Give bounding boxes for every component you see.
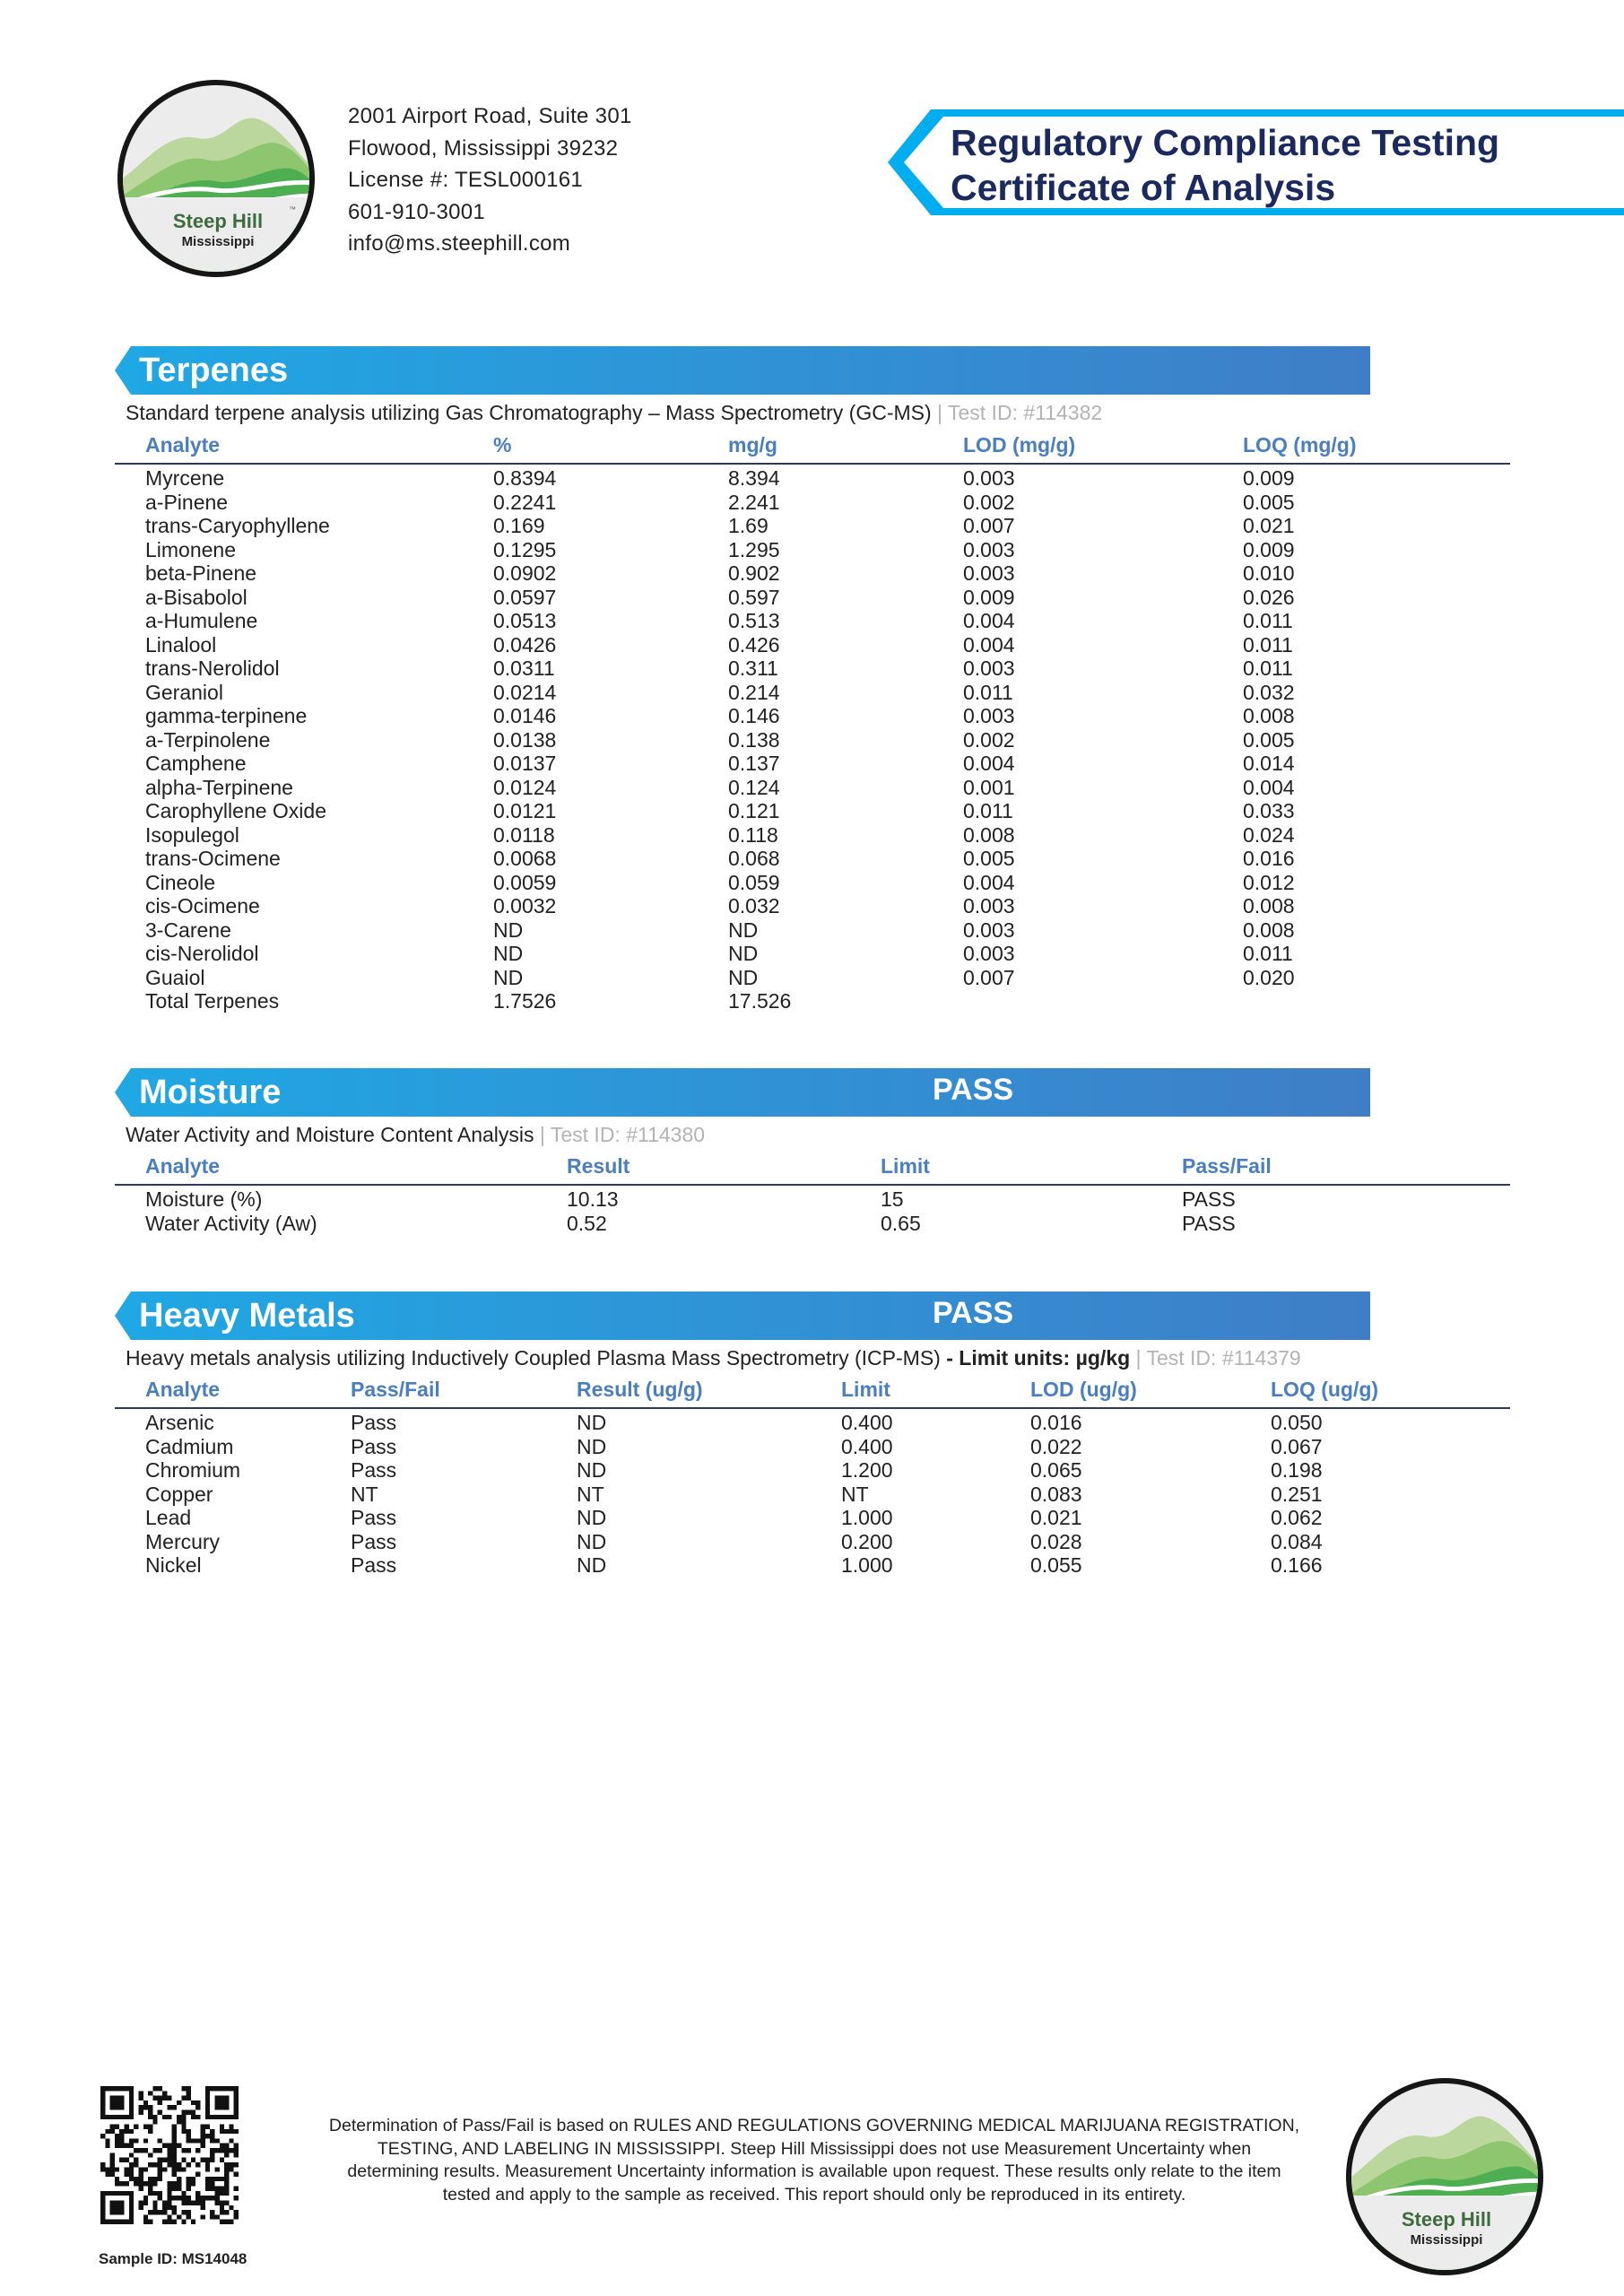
table-cell: 0.012 [1243, 870, 1295, 894]
table-row [115, 847, 1510, 871]
table-row [115, 681, 1510, 705]
logo-name-line2: Mississippi [181, 234, 255, 249]
logo-name-line1: Steep Hill [1401, 2208, 1492, 2231]
table-cell: Pass [351, 1553, 397, 1577]
table-cell: 0.0146 [493, 704, 557, 727]
table-cell: Geraniol [145, 680, 223, 704]
table-cell: 0.513 [728, 609, 780, 632]
table-cell: 0.426 [728, 632, 780, 657]
disclaimer [303, 2115, 1325, 2206]
table-cell: 1.7526 [493, 989, 557, 1013]
table-cell: 0.011 [1243, 609, 1293, 632]
moisture-title: Moisture [139, 1074, 282, 1111]
table-row [115, 799, 1510, 823]
table-cell: 0.005 [1243, 727, 1295, 752]
table-cell: a-Humulene [145, 609, 258, 632]
table-cell: Pass [351, 1458, 397, 1482]
table-row [115, 752, 1510, 776]
table-cell: 0.003 [963, 657, 1015, 680]
table-cell: Arsenic [145, 1411, 214, 1434]
table-cell: 0.007 [963, 965, 1015, 989]
table-cell: 0.062 [1271, 1506, 1323, 1529]
logo-name-line2: Mississippi [1410, 2232, 1483, 2248]
table-row [115, 871, 1510, 895]
table-row [115, 586, 1510, 610]
disclaimer-line3: determining results. Measurement Uncertainty information is available upon request. These results only relate to the item [347, 2161, 1281, 2181]
terpenes-title: Terpenes [139, 352, 289, 389]
license-number: License #: TESL000161 [348, 168, 584, 192]
table-cell: Pass [351, 1434, 397, 1458]
table-cell: ND [577, 1553, 607, 1577]
table-cell: Cineole [145, 870, 215, 894]
table-cell: 0.050 [1271, 1411, 1323, 1434]
table-cell: 0.214 [728, 680, 780, 704]
table-cell: 1.200 [841, 1458, 893, 1482]
table-cell: 0.311 [728, 657, 778, 680]
table-cell: 1.295 [728, 537, 780, 561]
table-cell: Nickel [145, 1553, 202, 1577]
table-cell: 0.009 [963, 585, 1015, 609]
table-row [115, 609, 1510, 633]
table-row [115, 1483, 1510, 1507]
table-cell: 0.011 [1243, 632, 1293, 657]
table-row [115, 633, 1510, 657]
col-result: Result [567, 1153, 881, 1185]
table-cell: 0.033 [1243, 799, 1295, 822]
table-cell: 0.021 [1243, 514, 1295, 537]
table-cell: a-Terpinolene [145, 727, 271, 752]
table-cell: 1.69 [728, 514, 769, 537]
table-cell: ND [728, 942, 759, 965]
col-limit: Limit [841, 1377, 1030, 1408]
table-cell: 0.0118 [493, 822, 555, 847]
table-cell: 0.0032 [493, 894, 557, 918]
table-cell: Pass [351, 1411, 397, 1434]
table-cell: 0.0124 [493, 775, 557, 799]
col-loq: LOQ (mg/g) [1243, 432, 1510, 464]
moisture-description [126, 1123, 705, 1147]
table-cell: 0.200 [841, 1529, 893, 1553]
table-cell: 0.004 [963, 752, 1015, 775]
table-cell: 0.003 [963, 942, 1015, 965]
table-row [115, 942, 1510, 966]
table-row [115, 1530, 1510, 1554]
table-cell: 1.000 [841, 1506, 893, 1529]
table-cell: 0.014 [1243, 752, 1295, 775]
table-cell: 0.0902 [493, 561, 557, 585]
table-cell: 0.004 [963, 609, 1015, 632]
table-row [115, 989, 1510, 1013]
table-cell: 0.121 [728, 799, 780, 822]
col-loq: LOQ (ug/g) [1271, 1377, 1510, 1408]
table-cell: 0.597 [728, 585, 780, 609]
table-cell: 0.0597 [493, 585, 557, 609]
table-row [115, 514, 1510, 538]
terpenes-description-text: Standard terpene analysis utilizing Gas Chromatography – Mass Spectrometry (GC-MS) [126, 401, 932, 424]
table-cell: Isopulegol [145, 822, 239, 847]
table-cell: NT [351, 1482, 378, 1506]
disclaimer-line1: Determination of Pass/Fail is based on RULES AND REGULATIONS GOVERNING MEDICAL MARIJUANA REGISTRATION, [328, 2116, 1300, 2135]
table-cell: 0.003 [963, 704, 1015, 727]
heavy-metals-table [115, 1377, 1510, 1578]
table-cell: Pass [351, 1506, 397, 1529]
col-analyte: Analyte [115, 432, 493, 464]
table-cell: 0.169 [493, 514, 545, 537]
table-row [115, 1458, 1510, 1483]
table-cell: 0.003 [963, 894, 1015, 918]
table-row [115, 1506, 1510, 1530]
table-row [115, 1212, 1510, 1236]
table-row [115, 918, 1510, 943]
table-cell: Linalool [145, 632, 217, 657]
moisture-table [115, 1153, 1510, 1235]
table-cell: NT [577, 1482, 604, 1506]
table-cell: 0.068 [728, 847, 780, 870]
table-row [115, 1408, 1510, 1435]
title-line2: Certificate of Analysis [951, 167, 1336, 208]
table-row [115, 1553, 1510, 1578]
table-cell: ND [577, 1458, 607, 1482]
table-cell: 0.024 [1243, 822, 1295, 847]
moisture-description-text: Water Activity and Moisture Content Analysis [126, 1123, 534, 1146]
table-cell: 0.007 [963, 514, 1015, 537]
phone-number: 601-910-3001 [348, 199, 486, 224]
table-row [115, 823, 1510, 848]
logo-name-line1: Steep Hill [172, 210, 264, 232]
table-cell: 0.118 [728, 822, 778, 847]
table-cell: beta-Pinene [145, 561, 257, 585]
moisture-status: PASS [933, 1073, 1014, 1107]
table-cell: Total Terpenes [145, 989, 280, 1013]
table-cell: 0.003 [963, 537, 1015, 561]
table-cell: cis-Nerolidol [145, 942, 259, 965]
table-cell [963, 989, 1243, 1013]
table-cell: 0.0214 [493, 680, 557, 704]
table-cell: 0.400 [841, 1434, 893, 1458]
terpenes-description [126, 401, 1102, 425]
heavy-metals-test-id: | Test ID: #114379 [1130, 1346, 1301, 1370]
table-cell: 0.137 [728, 752, 780, 775]
table-cell: 10.13 [567, 1187, 619, 1211]
table-cell: 2.241 [728, 490, 780, 514]
table-cell: 0.65 [881, 1211, 921, 1235]
table-cell: ND [493, 918, 524, 942]
heavy-metals-status: PASS [933, 1296, 1014, 1330]
table-cell: Lead [145, 1506, 192, 1529]
moisture-section-bar [115, 1068, 1370, 1117]
table-cell: a-Bisabolol [145, 585, 248, 609]
table-cell: 0.52 [567, 1211, 607, 1235]
table-cell: ND [493, 942, 524, 965]
table-cell: alpha-Terpinene [145, 775, 293, 799]
table-cell: 0.400 [841, 1411, 893, 1434]
table-cell [1243, 989, 1510, 1013]
table-cell: Moisture (%) [145, 1187, 263, 1211]
table-cell: Guaiol [145, 965, 205, 989]
table-cell: 0.1295 [493, 537, 557, 561]
table-cell: 0.016 [1243, 847, 1295, 870]
disclaimer-line4: tested and apply to the sample as received. This report should only be reproduced in its entirety. [442, 2184, 1186, 2205]
terpenes-section-bar [115, 346, 1370, 395]
table-cell: 0.0311 [493, 657, 555, 680]
title-banner [888, 109, 1624, 215]
table-cell: 0.016 [1030, 1411, 1082, 1434]
table-cell: 17.526 [728, 989, 792, 1013]
table-cell: NT [841, 1482, 869, 1506]
table-row [115, 464, 1510, 491]
heavy-metals-section-bar [115, 1292, 1370, 1340]
table-cell: 0.083 [1030, 1482, 1082, 1506]
heavy-metals-description [126, 1346, 1301, 1370]
table-cell: 0.011 [963, 799, 1013, 822]
table-cell: 0.003 [963, 466, 1015, 490]
table-cell: Water Activity (Aw) [145, 1211, 317, 1235]
table-cell: 0.0121 [493, 799, 557, 822]
col-pass-fail: Pass/Fail [1182, 1153, 1510, 1185]
table-cell: 0.009 [1243, 466, 1295, 490]
table-cell: 0.032 [728, 894, 780, 918]
table-cell: 15 [881, 1187, 904, 1211]
table-cell: 0.0059 [493, 870, 557, 894]
table-cell: trans-Ocimene [145, 847, 281, 870]
heavy-metals-limit-units: - Limit units: µg/kg [940, 1346, 1131, 1370]
table-cell: 0.065 [1030, 1458, 1082, 1482]
table-cell: 0.902 [728, 561, 780, 585]
table-cell: 0.251 [1271, 1482, 1323, 1506]
table-cell: trans-Nerolidol [145, 657, 280, 680]
table-cell: 0.001 [963, 775, 1015, 799]
table-cell: 0.032 [1243, 680, 1295, 704]
table-cell: 0.008 [1243, 894, 1295, 918]
col-lod: LOD (mg/g) [963, 432, 1243, 464]
table-cell: 0.8394 [493, 466, 557, 490]
table-cell: 0.166 [1271, 1553, 1323, 1577]
table-row [115, 657, 1510, 681]
table-cell: 0.028 [1030, 1529, 1082, 1553]
table-row [115, 538, 1510, 562]
col-analyte: Analyte [115, 1377, 351, 1408]
logo-tm: ™ [289, 205, 296, 213]
table-cell: PASS [1182, 1211, 1236, 1235]
table-cell: 0.002 [963, 727, 1015, 752]
table-cell: 0.026 [1243, 585, 1295, 609]
sample-id: Sample ID: MS14048 [99, 2250, 248, 2267]
table-cell: 8.394 [728, 466, 780, 490]
table-cell: ND [728, 918, 759, 942]
table-cell: a-Pinene [145, 490, 229, 514]
table-cell: 0.008 [963, 822, 1015, 847]
col-result: Result (ug/g) [577, 1377, 841, 1408]
col-analyte: Analyte [115, 1153, 567, 1185]
table-cell: cis-Ocimene [145, 894, 260, 918]
table-cell: 0.138 [728, 727, 780, 752]
address-line2: Flowood, Mississippi 39232 [348, 135, 619, 161]
table-cell: 0.002 [963, 490, 1015, 514]
table-cell: ND [577, 1434, 607, 1458]
table-cell: 0.0137 [493, 752, 557, 775]
table-cell: 0.005 [1243, 490, 1295, 514]
table-cell: 0.009 [1243, 537, 1295, 561]
table-cell: ND [493, 965, 524, 989]
table-cell: Copper [145, 1482, 213, 1506]
table-cell: 0.198 [1271, 1458, 1323, 1482]
table-cell: Mercury [145, 1529, 221, 1553]
table-cell: ND [577, 1506, 607, 1529]
table-cell: 0.011 [963, 680, 1013, 704]
col-lod: LOD (ug/g) [1030, 1377, 1271, 1408]
table-cell: gamma-terpinene [145, 704, 308, 727]
address-line1: 2001 Airport Road, Suite 301 [348, 104, 632, 128]
table-cell: 1.000 [841, 1553, 893, 1577]
table-cell: 0.0426 [493, 632, 557, 657]
title-line1: Regulatory Compliance Testing [951, 122, 1500, 163]
table-row [115, 491, 1510, 515]
table-cell: 0.0138 [493, 727, 557, 752]
table-row [115, 1185, 1510, 1212]
table-cell: 0.2241 [493, 490, 557, 514]
company-logo [117, 79, 316, 278]
table-cell: 0.004 [963, 870, 1015, 894]
table-cell: ND [577, 1529, 607, 1553]
table-row [115, 894, 1510, 918]
col-percent: % [493, 432, 728, 464]
table-cell: 0.008 [1243, 918, 1295, 942]
table-cell: 0.008 [1243, 704, 1295, 727]
table-cell: 0.067 [1271, 1434, 1323, 1458]
table-cell: 0.003 [963, 918, 1015, 942]
table-row [115, 704, 1510, 728]
document-title [951, 120, 1499, 210]
table-row [115, 776, 1510, 800]
table-cell: 0.021 [1030, 1506, 1082, 1529]
table-cell: 0.011 [1243, 942, 1293, 965]
table-row [115, 966, 1510, 990]
table-cell: 0.0068 [493, 847, 557, 870]
table-row [115, 728, 1510, 752]
table-cell: 3-Carene [145, 918, 231, 942]
table-cell: trans-Caryophyllene [145, 514, 330, 537]
terpenes-test-id: | Test ID: #114382 [931, 401, 1103, 424]
table-cell: 0.004 [963, 632, 1015, 657]
table-cell: 0.055 [1030, 1553, 1082, 1577]
table-cell: 0.011 [1243, 657, 1293, 680]
col-limit: Limit [881, 1153, 1182, 1185]
table-cell: 0.020 [1243, 965, 1295, 989]
terpenes-table [115, 432, 1510, 1013]
table-cell: 0.059 [728, 870, 780, 894]
lab-address [348, 100, 632, 260]
table-cell: Pass [351, 1529, 397, 1553]
table-cell: 0.010 [1243, 561, 1295, 585]
table-cell: 0.146 [728, 704, 780, 727]
table-row [115, 1435, 1510, 1459]
table-cell: 0.124 [728, 775, 780, 799]
footer-logo [1345, 2077, 1544, 2276]
table-cell: 0.084 [1271, 1529, 1323, 1553]
email-address: info@ms.steephill.com [348, 231, 571, 256]
moisture-test-id: | Test ID: #114380 [534, 1123, 706, 1146]
table-cell: ND [577, 1411, 607, 1434]
table-cell: PASS [1182, 1187, 1236, 1211]
table-cell: Myrcene [145, 466, 225, 490]
heavy-metals-title: Heavy Metals [139, 1297, 355, 1335]
heavy-metals-description-text: Heavy metals analysis utilizing Inductively Coupled Plasma Mass Spectrometry (ICP-MS) [126, 1346, 941, 1370]
col-mg-g: mg/g [728, 432, 963, 464]
table-cell: Camphene [145, 752, 247, 775]
table-cell: 0.0513 [493, 609, 557, 632]
table-cell: Cadmium [145, 1434, 234, 1458]
table-cell: 0.022 [1030, 1434, 1082, 1458]
table-row [115, 561, 1510, 586]
table-cell: 0.003 [963, 561, 1015, 585]
col-pass-fail: Pass/Fail [351, 1377, 577, 1408]
table-cell: 0.004 [1243, 775, 1295, 799]
qr-code[interactable] [100, 2086, 239, 2229]
table-cell: 0.005 [963, 847, 1015, 870]
disclaimer-line2: TESTING, AND LABELING IN MISSISSIPPI. Steep Hill Mississippi does not use Measurement Uncertainty when [377, 2138, 1252, 2159]
table-cell: ND [728, 965, 759, 989]
table-cell: Carophyllene Oxide [145, 799, 327, 822]
table-cell: Chromium [145, 1458, 241, 1482]
table-cell: Limonene [145, 537, 237, 561]
